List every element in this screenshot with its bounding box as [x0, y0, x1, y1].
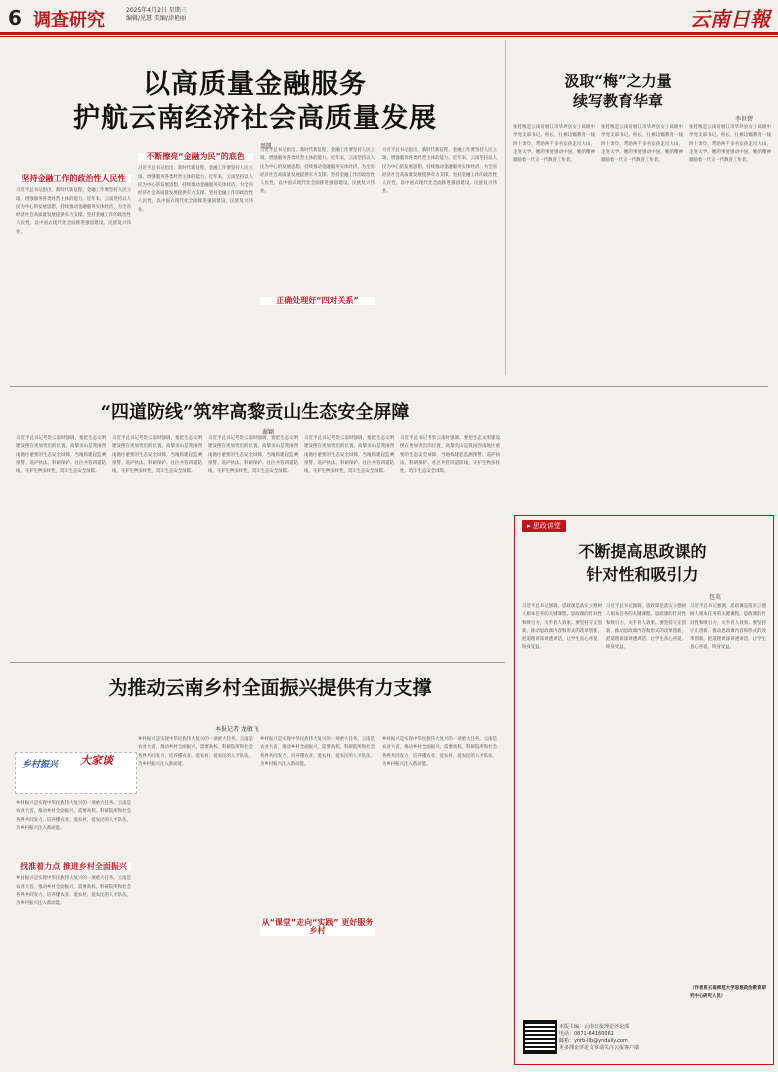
box-col-3	[690, 603, 766, 983]
bottom-subhead-2: 从“课堂”走向“实践” 更好服务乡村	[261, 918, 374, 936]
qr-code-icon	[523, 1020, 557, 1054]
mid-col-2	[112, 435, 202, 653]
section-title: 调查研究	[33, 10, 105, 31]
bottom-byline: 本报记者 龙敏飞	[215, 726, 259, 733]
main-body-3: 习近平总书记指出，新时代新征程，金融工作要坚持人民立场，增强服务各类经营主体的能力。近年来，云南坚持以人民为中心的发展思想，持续推动金融服务实体经济，为全省经济社会高质量发展提供有力支撑。坚持金融工作的政治性人民性，以中国式现代化全面推进强国建设、民族复兴伟业。	[260, 148, 375, 195]
mid-body-3: 习近平总书记考察云南时强调，要把生态文明建设摆在更加突出的位置。高黎贡山是我国西南地区重要的生态安全屏障，当地构建起监测预警、巡护执法、科研保护、社区共管四道防线，守护生物多样性，筑牢生态安全屏障。	[208, 436, 298, 475]
bottom-body-2: 乡村振兴是实现中华民族伟大复兴的一项重大任务。云南是农业大省，推动乡村全面振兴，需要高校、科研院所和社会各界共同发力，培养懂农业、爱农村、爱农民的人才队伍，为乡村振兴注入新动能。	[138, 737, 253, 767]
side-col-3	[689, 124, 771, 394]
bottom-body-1b: 乡村振兴是实现中华民族伟大复兴的一项重大任务。云南是农业大省，推动乡村全面振兴，需要高校、科研院所和社会各界共同发力，培养懂农业、爱农村、爱农民的人才队伍，为乡村振兴注入新动能。	[16, 876, 131, 907]
bottom-col-1	[16, 800, 131, 1062]
tag-icon: ▸	[527, 522, 533, 530]
header-meta	[126, 7, 187, 23]
mid-body-2: 习近平总书记考察云南时强调，要把生态文明建设摆在更加突出的位置。高黎贡山是我国西南地区重要的生态安全屏障，当地构建起监测预警、巡护执法、科研保护、社区共管四道防线，守护生物多样性，筑牢生态安全屏障。	[112, 436, 202, 475]
box-fund-note: （作者系云南师范大学思想政治教育研究中心研究人员）	[690, 986, 766, 1000]
banner-logo: 大家谈	[80, 754, 113, 767]
opinion-tag	[522, 520, 566, 532]
section-divider-2	[10, 662, 505, 663]
side-body-3: 张桂梅是云南省丽江市华坪县女子高级中学党支部书记、校长，扎根边疆教育一线四十余年，帮助两千多名女孩走出大山、走进大学。她的事迹感动中国，她的精神激励着一代又一代教育工作者。	[689, 125, 771, 164]
main-col-4	[382, 147, 497, 397]
footer-line-4: 更多理论评论文章请关注云报客户端	[559, 1045, 640, 1051]
mid-body-1: 习近平总书记考察云南时强调，要把生态文明建设摆在更加突出的位置。高黎贡山是我国西南地区重要的生态安全屏障，当地构建起监测预警、巡护执法、科研保护、社区共管四道防线，守护生物多样性，筑牢生态安全屏障。	[16, 436, 106, 475]
side-col-1	[513, 124, 595, 394]
main-col-1	[16, 147, 131, 397]
side-headline-line2: 续写教育华章	[572, 92, 663, 110]
mid-col-1	[16, 435, 106, 653]
bottom-col-2	[138, 736, 253, 1062]
mid-col-4	[304, 435, 394, 653]
bottom-subhead-1: 找准着力点 推进乡村全面振兴	[16, 863, 131, 871]
main-headline-line2: 护航云南经济社会高质量发展	[73, 103, 437, 134]
main-subhead-3: 正确处理好“四对关系”	[260, 297, 375, 305]
mid-body-5: 习近平总书记考察云南时强调，要把生态文明建设摆在更加突出的位置。高黎贡山是我国西南地区重要的生态安全屏障，当地构建起监测预警、巡护执法、科研保护、社区共管四道防线，守护生物多样性，筑牢生态安全屏障。	[400, 436, 500, 475]
bottom-col-3	[260, 736, 375, 1062]
mid-col-5	[400, 435, 500, 653]
bottom-col-4	[382, 736, 497, 1062]
footer-line-2: 电话：0871-64160061	[559, 1031, 614, 1037]
box-col-2	[606, 603, 686, 1013]
bottom-body-4: 乡村振兴是实现中华民族伟大复兴的一项重大任务。云南是农业大省，推动乡村全面振兴，需要高校、科研院所和社会各界共同发力，培养懂农业、爱农村、爱农民的人才队伍，为乡村振兴注入新动能。	[382, 737, 497, 767]
page-number: 6	[8, 6, 22, 30]
header-rule-thin	[0, 36, 778, 37]
side-body-1: 张桂梅是云南省丽江市华坪县女子高级中学党支部书记、校长，扎根边疆教育一线四十余年，帮助两千多名女孩走出大山、走进大学。她的事迹感动中国，她的精神激励着一代又一代教育工作者。	[513, 125, 595, 164]
mid-col-3	[208, 435, 298, 653]
mid-body-4: 习近平总书记考察云南时强调，要把生态文明建设摆在更加突出的位置。高黎贡山是我国西南地区重要的生态安全屏障，当地构建起监测预警、巡护执法、科研保护、社区共管四道防线，守护生物多样性，筑牢生态安全屏障。	[304, 436, 394, 475]
box-headline-line1: 不断提高思政课的	[578, 542, 707, 561]
side-headline-line1: 汲取“梅”之力量	[564, 72, 672, 90]
main-body-2: 习近平总书记指出，新时代新征程，金融工作要坚持人民立场，增强服务各类经营主体的能力。近年来，云南坚持以人民为中心的发展思想，持续推动金融服务实体经济，为全省经济社会高质量发展提供有力支撑。坚持金融工作的政治性人民性，以中国式现代化全面推进强国建设、民族复兴伟业。	[138, 166, 253, 213]
main-headline-line1: 以高质量金融服务	[143, 69, 367, 100]
side-byline: 李世碧	[735, 116, 754, 123]
main-subhead-2: 不断擦亮“金融为民”的底色	[138, 153, 253, 161]
side-headline	[548, 71, 688, 111]
mid-byline: 谢颖	[262, 429, 275, 436]
main-col-2	[138, 147, 253, 397]
bottom-body-1: 乡村振兴是实现中华民族伟大复兴的一项重大任务。云南是农业大省，推动乡村全面振兴，需要高校、科研院所和社会各界共同发力，培养懂农业、爱农村、爱农民的人才队伍，为乡村振兴注入新动能。	[16, 801, 131, 831]
box-headline	[540, 540, 745, 586]
main-subhead-1: 坚持金融工作的政治性人民性	[16, 175, 131, 183]
box-footer	[559, 1024, 764, 1052]
tag-label: 思政讲堂	[532, 522, 561, 530]
header-rule	[0, 32, 778, 35]
date-line: 2025年4月2日 星期三	[126, 7, 187, 14]
box-body-3: 习近平总书记强调，思政课是落实立德树人根本任务的关键课程。思政课的针对性和吸引力，关乎育人效果。要坚持守正创新，推动思政课内容和形式的改革创新，把道理讲深讲透讲活，让学生真心喜爱、终身受益。	[690, 604, 766, 651]
side-body-2: 张桂梅是云南省丽江市华坪县女子高级中学党支部书记、校长，扎根边疆教育一线四十余年，帮助两千多名女孩走出大山、走进大学。她的事迹感动中国，她的精神激励着一代又一代教育工作者。	[601, 125, 683, 164]
column-divider	[505, 40, 506, 375]
bottom-headline: 为推动云南乡村全面振兴提供有力支撑	[108, 677, 432, 699]
box-byline: 包英	[709, 594, 722, 601]
banner-label: 乡村振兴	[22, 760, 59, 770]
box-headline-line2: 针对性和吸引力	[586, 565, 699, 584]
footer-line-1: 本版主编：云南日报理论评论部	[559, 1024, 630, 1030]
masthead-logo: 云南日報	[690, 7, 770, 31]
box-body-1: 习近平总书记强调，思政课是落实立德树人根本任务的关键课程。思政课的针对性和吸引力，关乎育人效果。要坚持守正创新，推动思政课内容和形式的改革创新，把道理讲深讲透讲活，让学生真心喜爱、终身受益。	[522, 604, 602, 651]
section-divider-1	[10, 386, 768, 387]
main-body-4: 习近平总书记指出，新时代新征程，金融工作要坚持人民立场，增强服务各类经营主体的能力。近年来，云南坚持以人民为中心的发展思想，持续推动金融服务实体经济，为全省经济社会高质量发展提供有力支撑。坚持金融工作的政治性人民性，以中国式现代化全面推进强国建设、民族复兴伟业。	[382, 148, 497, 195]
footer-line-3: 邮箱：ynrb-llb@yndaily.com	[559, 1038, 628, 1044]
side-col-2	[601, 124, 683, 394]
main-body-1: 习近平总书记指出，新时代新征程，金融工作要坚持人民立场，增强服务各类经营主体的能力。近年来，云南坚持以人民为中心的发展思想，持续推动金融服务实体经济，为全省经济社会高质量发展提供有力支撑。坚持金融工作的政治性人民性，以中国式现代化全面推进强国建设、民族复兴伟业。	[16, 188, 131, 235]
box-body-2: 习近平总书记强调，思政课是落实立德树人根本任务的关键课程。思政课的针对性和吸引力，关乎育人效果。要坚持守正创新，推动思政课内容和形式的改革创新，把道理讲深讲透讲活，让学生真心喜爱、终身受益。	[606, 604, 686, 651]
bottom-body-3: 乡村振兴是实现中华民族伟大复兴的一项重大任务。云南是农业大省，推动乡村全面振兴，需要高校、科研院所和社会各界共同发力，培养懂农业、爱农村、爱农民的人才队伍，为乡村振兴注入新动能。	[260, 737, 375, 767]
editor-line: 编辑/见慧 美编/涂艳丽	[126, 15, 186, 22]
main-headline	[40, 68, 470, 136]
main-byline: 周凯	[260, 143, 273, 150]
main-col-3	[260, 147, 375, 397]
box-col-1	[522, 603, 602, 1013]
mid-headline: “四道防线”筑牢高黎贡山生态安全屏障	[100, 402, 410, 423]
